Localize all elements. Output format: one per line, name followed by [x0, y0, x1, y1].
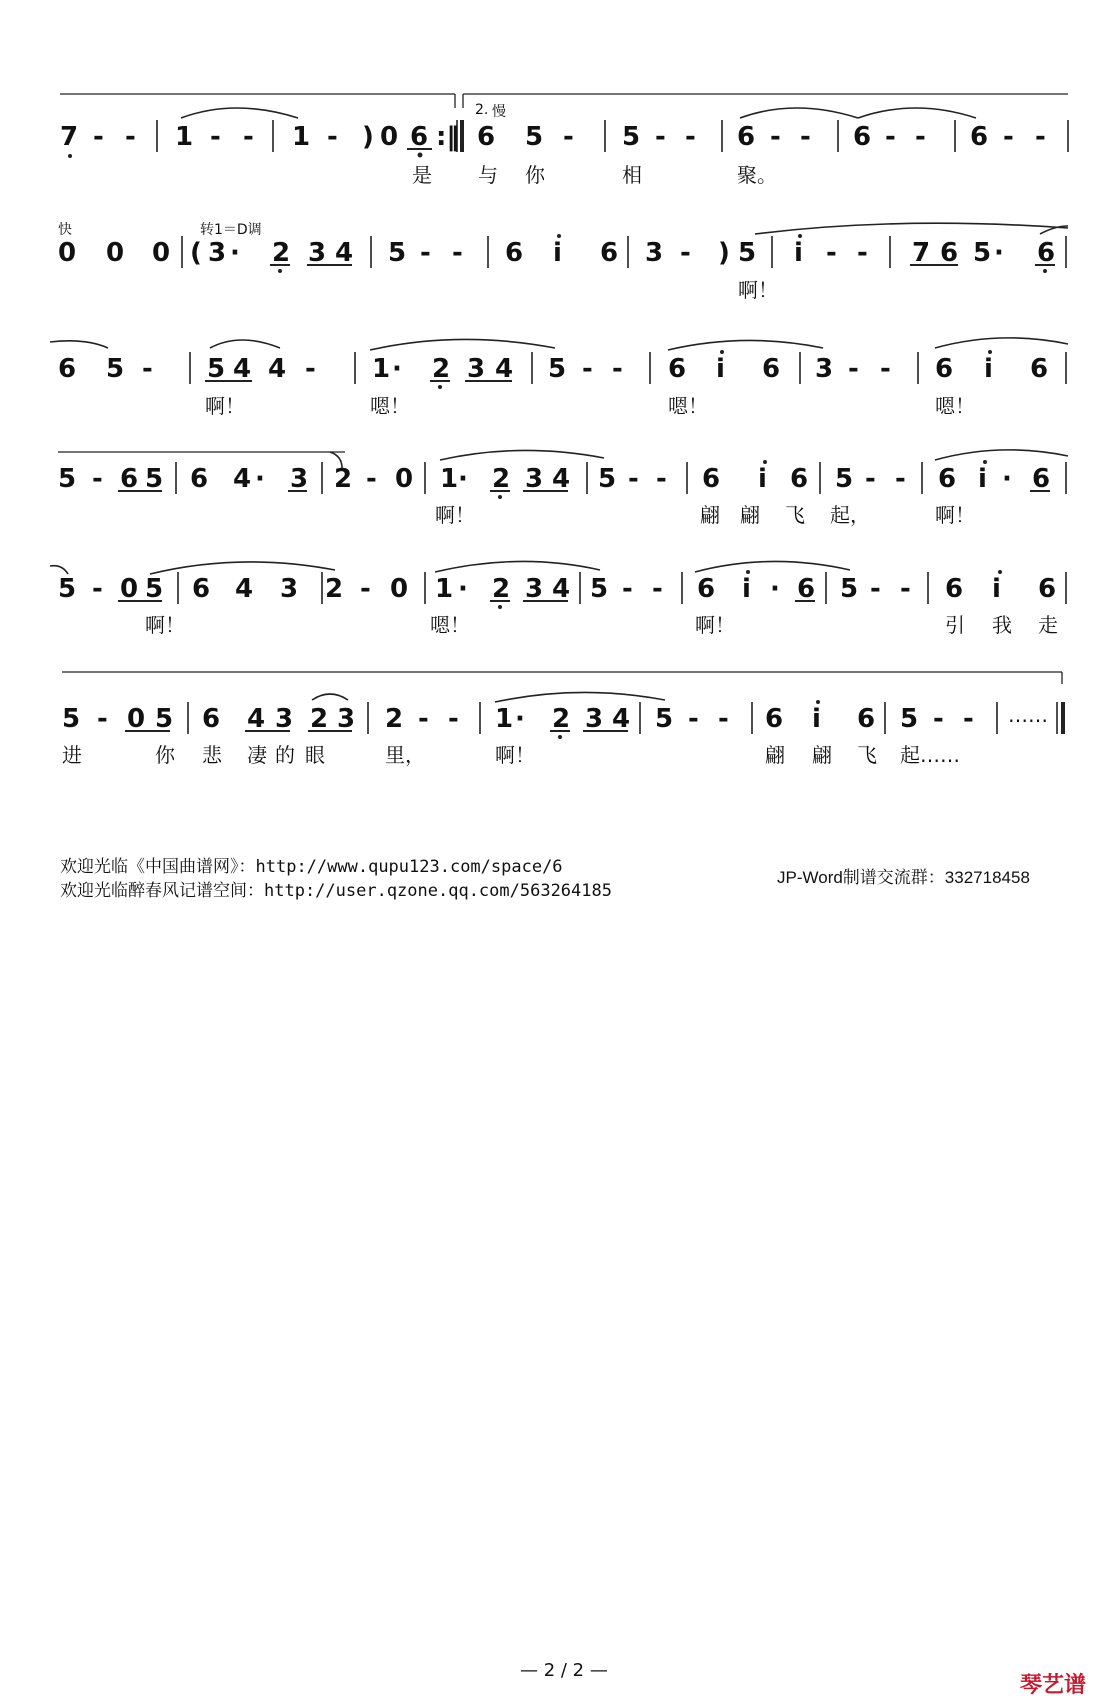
note: 3	[337, 704, 356, 734]
note: -	[243, 122, 254, 152]
note: 5	[598, 464, 617, 494]
note: 4	[552, 574, 571, 604]
note: i	[978, 464, 987, 494]
note: -	[125, 122, 136, 152]
note: -	[880, 354, 891, 384]
note: 6	[940, 238, 959, 268]
note: -	[418, 704, 429, 734]
score-system-3	[50, 338, 1068, 418]
note: 5	[388, 238, 407, 268]
footer-link-qupu: 欢迎光临《中国曲谱网》：http://www.qupu123.com/space/6	[60, 857, 563, 877]
note: 1	[372, 354, 391, 384]
note: 3	[280, 574, 299, 604]
note: -	[92, 574, 103, 604]
note: 3	[308, 238, 327, 268]
note: -	[628, 464, 639, 494]
tempo-mark: 快	[58, 222, 72, 238]
note: 1	[292, 122, 311, 152]
score-system-4	[58, 450, 1068, 527]
lyric: 飞	[785, 503, 805, 527]
note: 6	[790, 464, 809, 494]
lyric: 与	[478, 163, 498, 187]
note: 5	[207, 354, 226, 384]
note: 0	[380, 122, 399, 152]
note: 2	[310, 704, 329, 734]
note: ·	[255, 464, 265, 494]
lyric: 起……	[900, 743, 960, 767]
note: 6	[410, 122, 429, 152]
lyric: 啊！	[695, 613, 735, 637]
note: 6	[668, 354, 687, 384]
note: ·	[458, 464, 468, 494]
note: -	[895, 464, 906, 494]
note: 0	[152, 238, 171, 268]
note: i	[812, 704, 821, 734]
note: 5	[525, 122, 544, 152]
note: i	[742, 574, 751, 604]
note: 0	[390, 574, 409, 604]
note: 6	[120, 464, 139, 494]
lyric: 是	[412, 163, 432, 187]
note: 4	[495, 354, 514, 384]
lyric: 翩	[812, 743, 832, 767]
note: 5	[62, 704, 81, 734]
note: -	[770, 122, 781, 152]
note: 4	[612, 704, 631, 734]
note: )	[362, 122, 374, 152]
note: -	[93, 122, 104, 152]
note: i	[984, 354, 993, 384]
note: -	[656, 464, 667, 494]
note: -	[685, 122, 696, 152]
note: 6	[477, 122, 496, 152]
note: 2	[492, 464, 511, 494]
score-system-2	[58, 221, 1068, 302]
note: -	[652, 574, 663, 604]
note: ·	[1002, 464, 1012, 494]
note: 5	[835, 464, 854, 494]
note: 3	[290, 464, 309, 494]
page-number: — 2 / 2 —	[520, 1660, 608, 1681]
note: i	[716, 354, 725, 384]
note: 4	[552, 464, 571, 494]
note: 3	[585, 704, 604, 734]
note: (	[190, 238, 202, 268]
note: -	[963, 704, 974, 734]
note: -	[688, 704, 699, 734]
note: -	[915, 122, 926, 152]
note: -	[582, 354, 593, 384]
note: 6	[1037, 238, 1056, 268]
note: -	[1003, 122, 1014, 152]
lyric: 翩	[765, 743, 785, 767]
lyric: 的	[275, 743, 295, 767]
note: 5	[622, 122, 641, 152]
note: 6	[600, 238, 619, 268]
footer-group-info: JP-Word制谱交流群：332718458	[777, 868, 1030, 887]
lyric: 引	[945, 613, 965, 637]
note: 0	[120, 574, 139, 604]
lyric: 你	[525, 163, 545, 187]
note: 6	[1032, 464, 1051, 494]
note: 6	[762, 354, 781, 384]
note: :‖	[436, 122, 460, 152]
note: 6	[945, 574, 964, 604]
note: 5	[973, 238, 992, 268]
note: 0	[127, 704, 146, 734]
note: 1	[440, 464, 459, 494]
score-system-5	[50, 561, 1066, 637]
note: 2	[334, 464, 353, 494]
note: 5	[106, 354, 125, 384]
lyric: 聚。	[737, 163, 777, 187]
lyric: 嗯！	[935, 394, 975, 418]
note: 4	[233, 464, 252, 494]
note: -	[305, 354, 316, 384]
note: 2	[385, 704, 404, 734]
lyric: 走	[1038, 613, 1058, 637]
note: 5	[145, 574, 164, 604]
volta-label: 2.	[475, 102, 489, 118]
note: 7	[60, 122, 79, 152]
lyric: 啊！	[935, 503, 975, 527]
note: -	[826, 238, 837, 268]
note: ·	[994, 238, 1004, 268]
note: 2	[325, 574, 344, 604]
note: -	[622, 574, 633, 604]
note: 6	[1038, 574, 1057, 604]
lyric: 眼	[305, 743, 325, 767]
note: i	[794, 238, 803, 268]
lyric: 凄	[247, 743, 267, 767]
note: -	[865, 464, 876, 494]
watermark-logo: 琴艺谱	[1020, 1673, 1087, 1698]
note: 0	[58, 238, 77, 268]
lyric: 我	[992, 613, 1012, 637]
note: i	[758, 464, 767, 494]
note: 2	[552, 704, 571, 734]
note: -	[1035, 122, 1046, 152]
note: 5	[900, 704, 919, 734]
lyric: 啊！	[145, 613, 185, 637]
note: 5	[58, 574, 77, 604]
note: 5	[840, 574, 859, 604]
note: )	[718, 238, 730, 268]
note: 3	[208, 238, 227, 268]
lyric: 嗯！	[430, 613, 470, 637]
lyric: 啊！	[205, 394, 245, 418]
tempo-mark: 慢	[492, 104, 506, 120]
note: -	[327, 122, 338, 152]
score-system-1	[60, 94, 1068, 187]
note: -	[210, 122, 221, 152]
lyric: 翩	[740, 503, 760, 527]
footer-link-qzone: 欢迎光临醉春风记谱空间：http://user.qzone.qq.com/563264185	[60, 881, 612, 901]
note: 6	[697, 574, 716, 604]
lyric: 啊！	[738, 278, 778, 302]
note: 6	[935, 354, 954, 384]
note: ·	[770, 574, 780, 604]
note: -	[142, 354, 153, 384]
note: -	[420, 238, 431, 268]
note: ·	[515, 704, 525, 734]
note: -	[800, 122, 811, 152]
note: ·	[458, 574, 468, 604]
note: 6	[192, 574, 211, 604]
note: 1	[175, 122, 194, 152]
lyric: 啊！	[435, 503, 475, 527]
lyric: 你	[155, 743, 175, 767]
lyric: 里，	[385, 743, 425, 767]
note: -	[366, 464, 377, 494]
note: -	[360, 574, 371, 604]
lyric: 飞	[857, 743, 877, 767]
note: 5	[58, 464, 77, 494]
note: 6	[938, 464, 957, 494]
note: -	[718, 704, 729, 734]
note: 6	[505, 238, 524, 268]
note: 4	[233, 354, 252, 384]
note: 5	[590, 574, 609, 604]
note: 5	[655, 704, 674, 734]
note: -	[857, 238, 868, 268]
note: 6	[737, 122, 756, 152]
note: 5	[155, 704, 174, 734]
note: -	[680, 238, 691, 268]
note: 0	[106, 238, 125, 268]
note: 6	[853, 122, 872, 152]
note: 3	[815, 354, 834, 384]
note: -	[870, 574, 881, 604]
note: 3	[467, 354, 486, 384]
note: 2	[272, 238, 291, 268]
note: 1	[495, 704, 514, 734]
lyric: 翩	[700, 503, 720, 527]
note: 1	[435, 574, 454, 604]
note: -	[448, 704, 459, 734]
note: -	[92, 464, 103, 494]
lyric: 进	[62, 743, 82, 767]
note: -	[97, 704, 108, 734]
note: i	[992, 574, 1001, 604]
score-system-6	[62, 672, 1063, 767]
note: 6	[58, 354, 77, 384]
note: -	[563, 122, 574, 152]
note: 6	[202, 704, 221, 734]
note: 3	[525, 464, 544, 494]
note: 7	[912, 238, 931, 268]
note: -	[612, 354, 623, 384]
note: 6	[797, 574, 816, 604]
note: 4	[268, 354, 287, 384]
lyric: 嗯！	[370, 394, 410, 418]
note: 0	[395, 464, 414, 494]
note: 2	[492, 574, 511, 604]
lyric: 相	[622, 163, 642, 187]
lyric: 悲	[202, 743, 222, 767]
note: 6	[765, 704, 784, 734]
note: 4	[335, 238, 354, 268]
note: i	[553, 238, 562, 268]
note: 6	[970, 122, 989, 152]
note: -	[933, 704, 944, 734]
note: 4	[247, 704, 266, 734]
note: 6	[190, 464, 209, 494]
note: 6	[702, 464, 721, 494]
note: -	[900, 574, 911, 604]
lyric: ……	[1008, 703, 1048, 727]
note: 5	[548, 354, 567, 384]
note: ·	[392, 354, 402, 384]
note: -	[655, 122, 666, 152]
note: 2	[432, 354, 451, 384]
lyric: 啊！	[495, 743, 535, 767]
note: 4	[235, 574, 254, 604]
note: -	[452, 238, 463, 268]
note: 3	[525, 574, 544, 604]
lyric: 起，	[830, 503, 870, 527]
note: ·	[230, 238, 240, 268]
note: 3	[645, 238, 664, 268]
note: 5	[145, 464, 164, 494]
note: -	[848, 354, 859, 384]
note: 6	[1030, 354, 1049, 384]
key-change: 转1＝D调	[200, 222, 262, 238]
note: 6	[857, 704, 876, 734]
lyric: 嗯！	[668, 394, 708, 418]
note: 5	[738, 238, 757, 268]
note: -	[885, 122, 896, 152]
note: 3	[275, 704, 294, 734]
